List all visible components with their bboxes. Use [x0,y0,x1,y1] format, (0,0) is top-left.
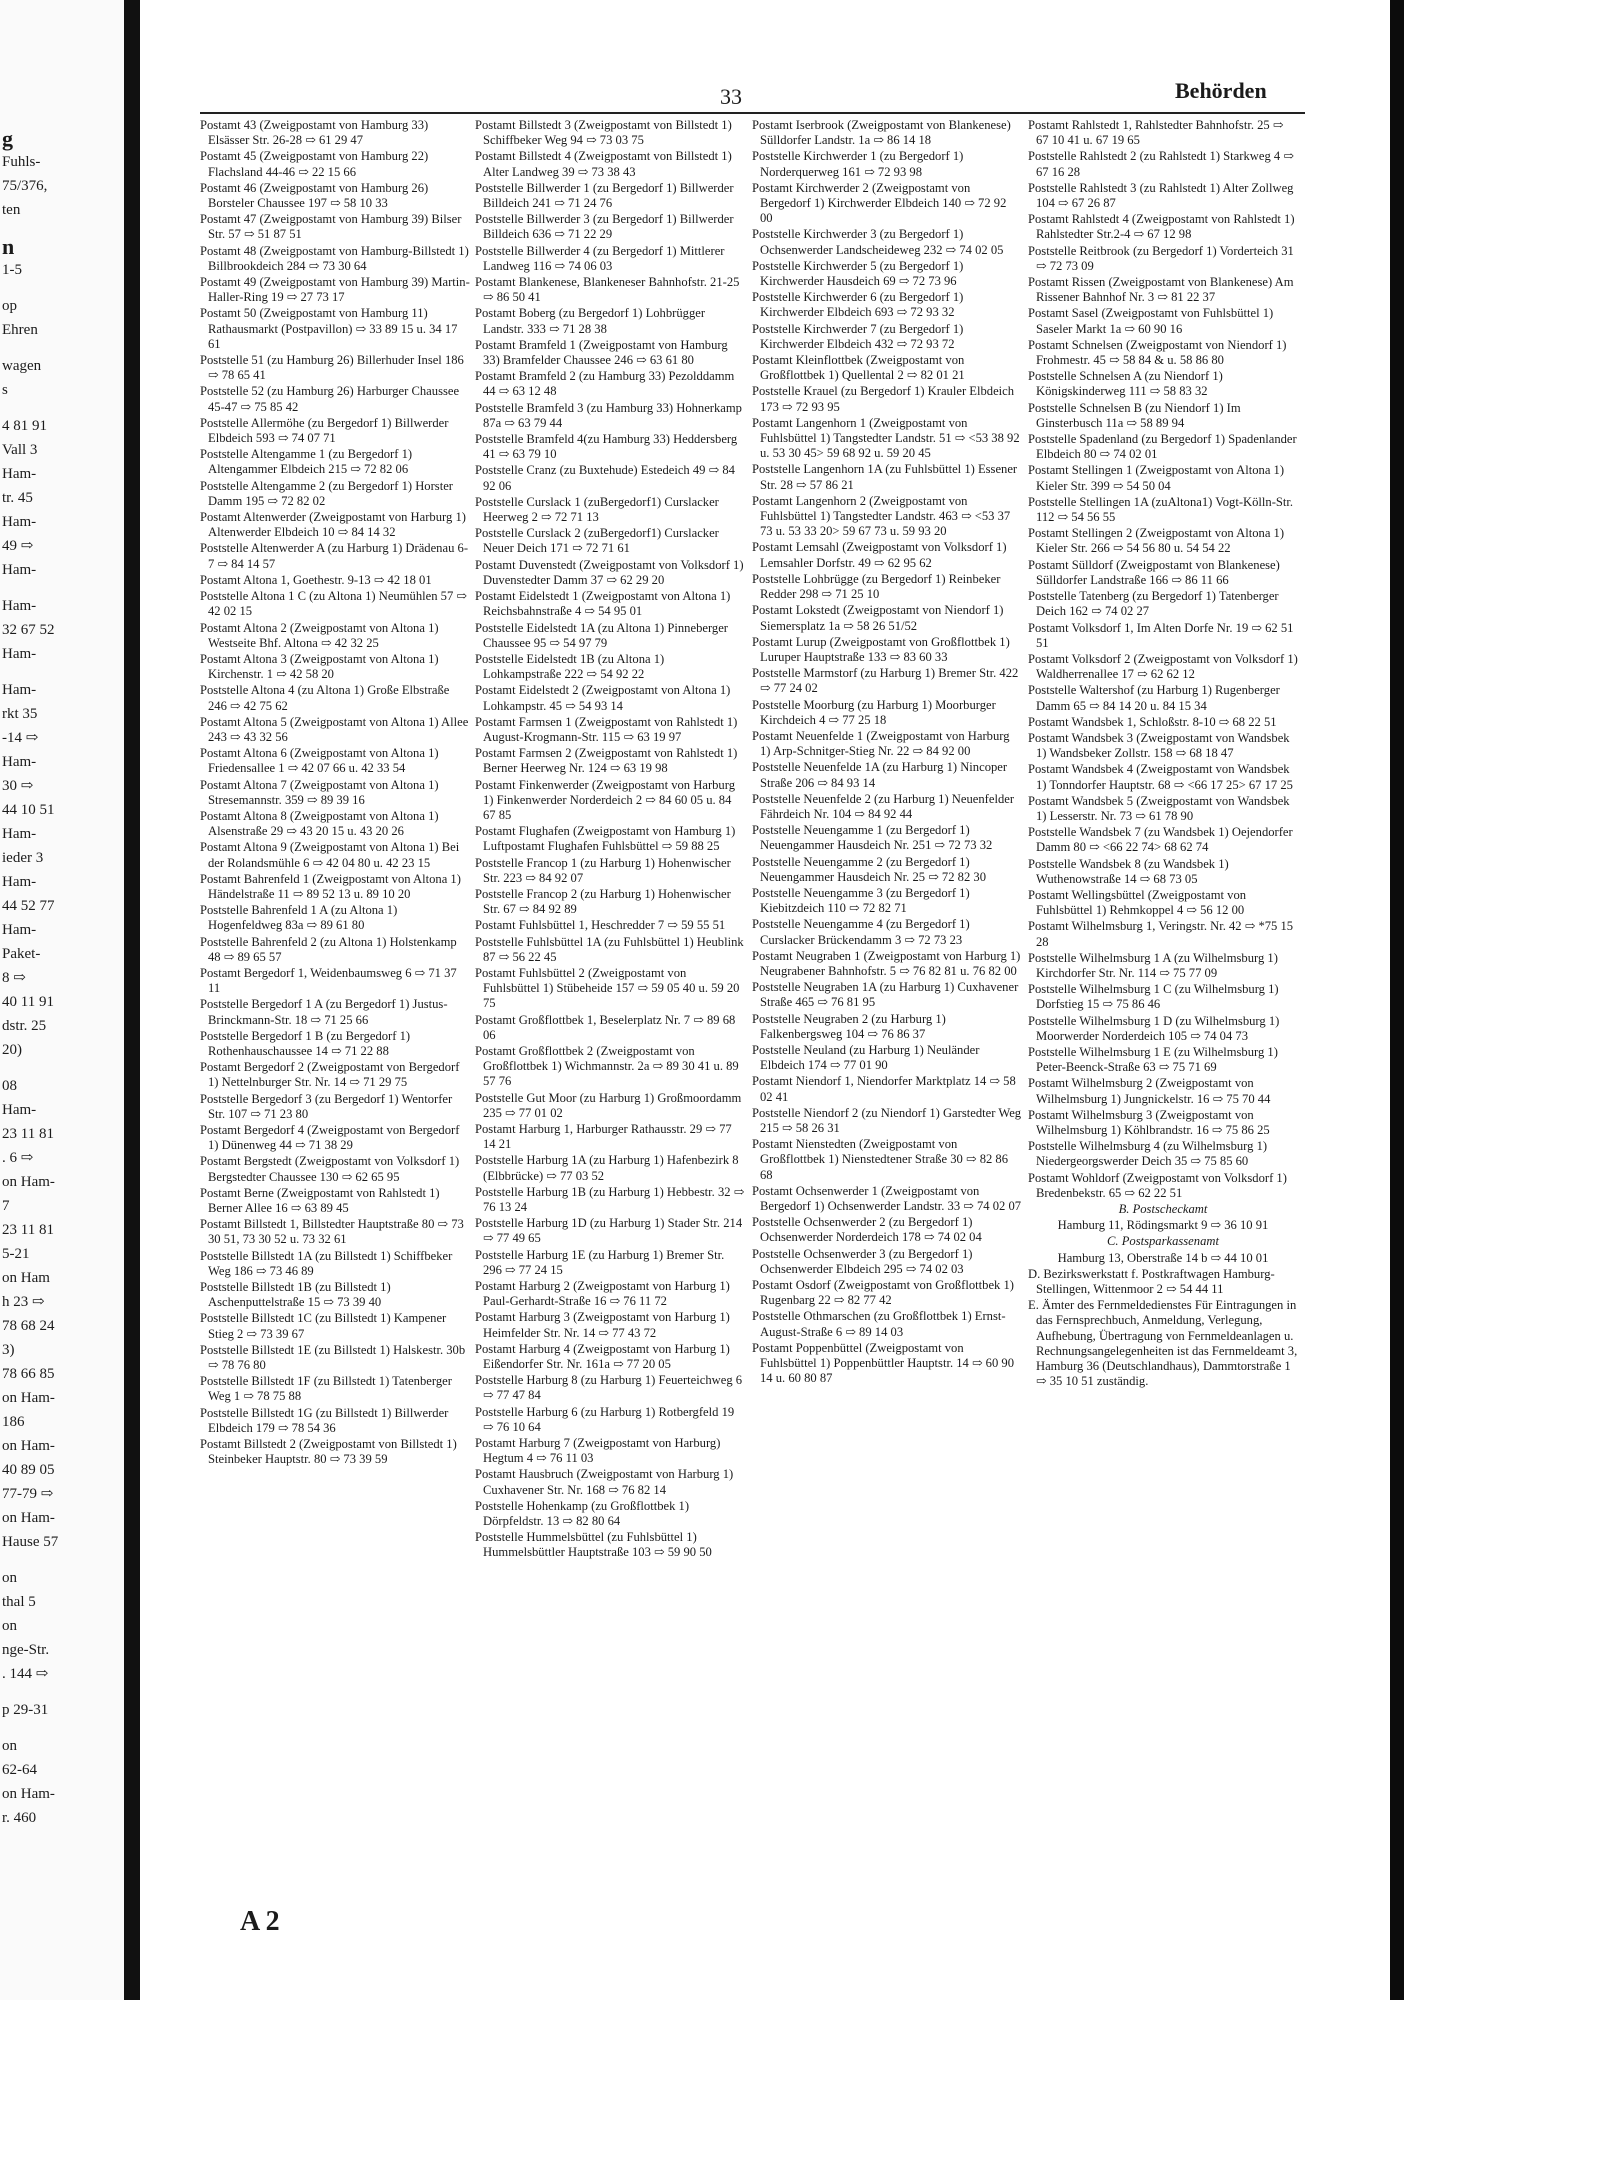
directory-entry: Postamt 50 (Zweigpostamt von Hamburg 11) Rathausmarkt (Postpavillon) ⇨ 33 89 15 u. 34 17 61 [200,306,458,351]
directory-entry: Postamt Harburg 7 (Zweigpostamt von Harburg) Hegtum 4 ⇨ 76 11 03 [475,1436,721,1466]
directory-entry: Postamt Boberg (zu Bergedorf 1) Lohbrügger Landstr. 333 ⇨ 71 28 38 [475,306,706,336]
directory-entry: Poststelle Hohenkamp (zu Großflottbek 1) Dörpfeldstr. 13 ⇨ 82 80 64 [475,1498,690,1529]
directory-entry: Poststelle Neuengamme 1 (zu Bergedorf 1) Neuengammer Hausdeich Nr. 251 ⇨ 72 73 32 [752,823,993,853]
directory-entry: Poststelle Allermöhe (zu Bergedorf 1) Billwerder Elbdeich 593 ⇨ 74 07 71 [200,415,449,446]
margin-fragment: on Ham- [2,1510,55,1526]
directory-entry: Postamt Altona 2 (Zweigpostamt von Altona 1) Westseite Bhf. Altona ⇨ 42 32 25 [200,620,439,650]
directory-entry: Postamt Bramfeld 1 (Zweigpostamt von Hamburg 33) Bramfelder Chaussee 246 ⇨ 63 61 80 [475,337,728,368]
scan-background [0,2000,1600,2177]
margin-fragment: on Ham- [2,1438,55,1454]
directory-entry: Poststelle Langenhorn 1A (zu Fuhlsbüttel 1) Essener Str. 28 ⇨ 57 86 21 [752,462,1018,492]
directory-entry: Poststelle Altengamme 2 (zu Bergedorf 1) Horster Damm 195 ⇨ 72 82 02 [200,478,453,508]
page-number: 33 [720,84,742,109]
directory-entry: Poststelle Billstedt 1A (zu Billstedt 1) Schiffbeker Weg 186 ⇨ 73 46 89 [200,1248,453,1278]
directory-entry: Poststelle Francop 1 (zu Harburg 1) Hohenwischer Str. 223 ⇨ 84 92 07 [475,855,731,885]
directory-entry: Postamt Bergedorf 4 (Zweigpostamt von Bergedorf 1) Dünenweg 44 ⇨ 71 38 29 [200,1123,460,1153]
directory-entry: Postamt Poppenbüttel (Zweigpostamt von Fuhlsbüttel 1) Poppenbüttler Hauptstr. 14 ⇨ 60 90 14 u. 60 80 87 [752,1340,1015,1386]
directory-entry: Poststelle Neuengamme 2 (zu Bergedorf 1) Neuengammer Hausdeich Nr. 25 ⇨ 72 82 30 [752,854,986,884]
margin-fragment: s [2,382,8,398]
directory-entry: Poststelle Harburg 1A (zu Harburg 1) Hafenbezirk 8 (Elbbrücke) ⇨ 77 03 52 [475,1153,739,1183]
directory-entry: Poststelle Harburg 1E (zu Harburg 1) Bremer Str. 296 ⇨ 77 24 15 [475,1247,725,1277]
margin-fragment: Ham- [2,646,37,662]
directory-entry: Poststelle Kirchwerder 3 (zu Bergedorf 1) Ochsenwerder Landscheideweg 232 ⇨ 74 02 05 [752,227,1004,257]
directory-entry: Postamt Niendorf 1, Niendorfer Marktplatz 14 ⇨ 58 02 41 [752,1074,1016,1104]
directory-entry: Postamt Stellingen 1 (Zweigpostamt von Altona 1) Kieler Str. 399 ⇨ 54 50 04 [1028,463,1285,493]
margin-fragment: 5-21 [2,1246,30,1262]
directory-entry: Poststelle Billstedt 1B (zu Billstedt 1) Aschenputtelstraße 15 ⇨ 73 39 40 [200,1280,391,1310]
margin-fragment: 32 67 52 [2,622,55,638]
directory-entry: Postamt Altona 9 (Zweigpostamt von Altona 1) Bei der Rolandsmühle 6 ⇨ 42 04 80 u. 42 23 15 [200,840,460,870]
margin-fragment: Ham- [2,922,37,938]
directory-entry: Poststelle Wilhelmsburg 1 E (zu Wilhelmsburg 1) Peter-Beenck-Straße 63 ⇨ 75 71 69 [1028,1044,1278,1075]
margin-fragment: 62-64 [2,1762,37,1778]
margin-fragment: Ham- [2,754,37,770]
directory-entry: Poststelle Curslack 1 (zuBergedorf1) Curslacker Heerweg 2 ⇨ 72 71 13 [475,494,719,525]
margin-fragment: Ham- [2,682,37,698]
directory-entry: Poststelle Ochsenwerder 3 (zu Bergedorf 1) Ochsenwerder Elbdeich 295 ⇨ 74 02 03 [752,1246,973,1276]
directory-entry: Postamt 47 (Zweigpostamt von Hamburg 39) Bilser Str. 57 ⇨ 51 87 51 [200,212,462,242]
section-title: Behörden [1175,78,1267,103]
directory-entry: Postamt Bramfeld 2 (zu Hamburg 33) Pezolddamm 44 ⇨ 63 12 48 [475,369,735,399]
directory-entry: Postamt Wellingsbüttel (Zweigpostamt von Fuhlsbüttel 1) Rehmkoppel 4 ⇨ 56 12 00 [1028,887,1247,918]
margin-fragment: 75/376, [2,178,48,194]
margin-fragment: Ham- [2,466,37,482]
directory-entry: Postamt Berne (Zweigpostamt von Rahlstedt 1) Berner Allee 16 ⇨ 63 89 45 [200,1185,440,1216]
margin-fragment: 7 [2,1198,10,1214]
directory-entry: Hamburg 13, Oberstraße 14 b ⇨ 44 10 01 [1057,1250,1269,1265]
directory-entry: Postamt Billstedt 3 (Zweigpostamt von Billstedt 1) Schiffbeker Weg 94 ⇨ 73 03 75 [475,118,732,148]
directory-entry: Postamt Neugraben 1 (Zweigpostamt von Harburg 1) Neugrabener Bahnhofstr. 5 ⇨ 76 82 81 u. 76 82 00 [752,948,1021,978]
margin-fragment: 30 ⇨ [2,778,34,794]
directory-entry: Postamt Kirchwerder 2 (Zweigpostamt von Bergedorf 1) Kirchwerder Elbdeich 140 ⇨ 72 92 00 [752,180,1007,226]
directory-entry: Poststelle Wilhelmsburg 1 D (zu Wilhelmsburg 1) Moorwerder Norderdeich 105 ⇨ 74 04 73 [1028,1013,1280,1043]
directory-entry: Poststelle Curslack 2 (zuBergedorf1) Curslacker Neuer Deich 171 ⇨ 72 71 61 [475,526,719,556]
directory-entry: Postamt Altona 8 (Zweigpostamt von Altona 1) Alsenstraße 29 ⇨ 43 20 15 u. 43 20 26 [200,808,439,839]
margin-fragment: ten [2,202,21,218]
column-4 [1028,118,1298,1390]
directory-entry: Postamt Wandsbek 5 (Zweigpostamt von Wandsbek 1) Lesserstr. Nr. 73 ⇨ 61 78 90 [1028,793,1290,823]
directory-entry: Poststelle Neuenfelde 1A (zu Harburg 1) Nincoper Straße 206 ⇨ 84 93 14 [752,760,1008,790]
directory-entry: Postamt Iserbrook (Zweigpostamt von Blankenese) Sülldorfer Landstr. 1a ⇨ 86 14 18 [752,118,1011,148]
directory-entry: Postamt Nienstedten (Zweigpostamt von Großflottbek 1) Nienstedtener Straße 30 ⇨ 82 86 68 [752,1137,1009,1182]
directory-entry: Postamt Lokstedt (Zweigpostamt von Niendorf 1) Siemersplatz 1a ⇨ 58 26 51/52 [752,603,1004,633]
margin-fragment: . 144 ⇨ [2,1666,49,1682]
margin-fragment: Ham- [2,826,37,842]
directory-entry: Postamt Wohldorf (Zweigpostamt von Volksdorf 1) Bredenbekstr. 65 ⇨ 62 22 51 [1028,1170,1287,1200]
margin-fragment: on [2,1618,17,1634]
margin-fragment: p 29-31 [2,1702,49,1718]
directory-entry: Poststelle Neuengamme 4 (zu Bergedorf 1) Curslacker Brückendamm 3 ⇨ 72 73 23 [752,917,970,947]
directory-entry: Poststelle 52 (zu Hamburg 26) Harburger Chaussee 45-47 ⇨ 75 85 42 [200,384,460,414]
directory-entry: Postamt Altona 6 (Zweigpostamt von Altona 1) Friedensallee 1 ⇨ 42 07 66 u. 42 33 54 [200,746,439,776]
directory-entry: Poststelle Ochsenwerder 2 (zu Bergedorf 1) Ochsenwerder Norderdeich 178 ⇨ 74 02 04 [752,1215,982,1245]
directory-entry: Postamt Fuhlsbüttel 2 (Zweigpostamt von Fuhlsbüttel 1) Stübeheide 157 ⇨ 59 05 40 u. 59 20 75 [475,965,740,1011]
directory-entry: Poststelle 51 (zu Hamburg 26) Billerhuder Insel 186 ⇨ 78 65 41 [200,353,464,383]
directory-entry: Postamt Farmsen 2 (Zweigpostamt von Rahlstedt 1) Berner Heerweg Nr. 124 ⇨ 63 19 98 [475,746,738,776]
margin-fragment: on Ham [2,1270,50,1286]
margin-fragment: on [2,1570,17,1586]
margin-fragment: Vall 3 [2,442,38,458]
directory-entry: Poststelle Billwerder 1 (zu Bergedorf 1) Billwerder Billdeich 241 ⇨ 71 24 76 [475,180,734,211]
margin-fragment: 8 ⇨ [2,970,26,986]
directory-entry: Poststelle Lohbrügge (zu Bergedorf 1) Reinbeker Redder 298 ⇨ 71 25 10 [752,571,1001,602]
directory-entry: Postamt Wilhelmsburg 2 (Zweigpostamt von Wilhelmsburg 1) Jungnickelstr. 16 ⇨ 75 70 44 [1028,1076,1271,1106]
directory-entry: Postamt Harburg 4 (Zweigpostamt von Harburg 1) Eißendorfer Str. Nr. 161a ⇨ 77 20 05 [475,1341,730,1372]
margin-fragment: op [2,298,17,314]
directory-entry: Poststelle Wandsbek 7 (zu Wandsbek 1) Oejendorfer Damm 80 ⇨ <66 22 74> 68 62 74 [1028,825,1293,855]
directory-entry: Poststelle Marmstorf (zu Harburg 1) Bremer Str. 422 ⇨ 77 24 02 [752,666,1019,696]
directory-entry: Poststelle Niendorf 2 (zu Niendorf 1) Garstedter Weg 215 ⇨ 58 26 31 [752,1105,1022,1135]
margin-fragment: 23 11 81 [2,1126,54,1142]
directory-entry: Poststelle Francop 2 (zu Harburg 1) Hohenwischer Str. 67 ⇨ 84 92 89 [475,886,731,917]
directory-entry: Poststelle Stellingen 1A (zuAltona1) Vogt-Kölln-Str. 112 ⇨ 54 56 55 [1028,494,1294,525]
directory-entry: Poststelle Wandsbek 8 (zu Wandsbek 1) Wuthenowstraße 14 ⇨ 68 73 05 [1028,856,1229,886]
directory-entry: Postamt Rahlstedt 4 (Zweigpostamt von Rahlstedt 1) Rahlstedter Str.2-4 ⇨ 67 12 98 [1028,212,1295,242]
directory-entry: Postamt Bergstedt (Zweigpostamt von Volksdorf 1) Bergstedter Chaussee 130 ⇨ 62 65 95 [200,1154,460,1184]
directory-entry: Poststelle Kirchwerder 7 (zu Bergedorf 1) Kirchwerder Elbdeich 432 ⇨ 72 93 72 [752,321,964,351]
directory-entry: Poststelle Kirchwerder 1 (zu Bergedorf 1) Norderquerweg 161 ⇨ 72 93 98 [752,149,964,179]
directory-entry: Postamt Wandsbek 1, Schloßstr. 8-10 ⇨ 68 22 51 [1028,714,1277,729]
directory-entry: Poststelle Bergedorf 1 A (zu Bergedorf 1) Justus-Brinckmann-Str. 18 ⇨ 71 25 66 [200,997,448,1027]
margin-fragment: Ham- [2,874,37,890]
directory-entry: Postamt Bergedorf 2 (Zweigpostamt von Bergedorf 1) Nettelnburger Str. Nr. 14 ⇨ 71 29 75 [200,1060,460,1090]
margin-fragment: . 6 ⇨ [2,1150,34,1166]
margin-fragment: Ehren [2,322,38,338]
directory-entry: Poststelle Bramfeld 3 (zu Hamburg 33) Hohnerkamp 87a ⇨ 63 79 44 [475,400,742,430]
directory-entry: Poststelle Altenwerder A (zu Harburg 1) Drädenau 6-7 ⇨ 84 14 57 [200,541,469,571]
directory-entry: Hamburg 11, Rödingsmarkt 9 ⇨ 36 10 91 [1057,1218,1269,1233]
directory-entry: Postamt Farmsen 1 (Zweigpostamt von Rahlstedt 1) August-Krogmann-Str. 115 ⇨ 63 19 97 [475,714,738,744]
directory-entry: Postamt Sasel (Zweigpostamt von Fuhlsbüttel 1) Saseler Markt 1a ⇨ 60 90 16 [1028,306,1274,336]
margin-fragment: 49 ⇨ [2,538,34,554]
directory-entry: Postamt Billstedt 1, Billstedter Hauptstraße 80 ⇨ 73 30 51, 73 30 52 u. 73 32 61 [200,1217,464,1247]
directory-entry: Poststelle Bahrenfeld 1 A (zu Altona 1) Hogenfeldweg 83a ⇨ 89 61 80 [200,903,398,933]
directory-entry: Postamt Schnelsen (Zweigpostamt von Niendorf 1) Frohmestr. 45 ⇨ 58 84 & u. 58 86 80 [1028,337,1287,368]
directory-entry: Postamt Altona 5 (Zweigpostamt von Altona 1) Allee 243 ⇨ 43 32 56 [200,714,469,744]
margin-fragment: on Ham- [2,1390,55,1406]
directory-entry: Poststelle Tatenberg (zu Bergedorf 1) Tatenberger Deich 162 ⇨ 74 02 27 [1028,589,1279,619]
directory-entry: Poststelle Altengamme 1 (zu Bergedorf 1) Altengammer Elbdeich 215 ⇨ 72 82 06 [200,447,413,477]
directory-entry: C. Postsparkassenamt [1107,1234,1219,1249]
directory-entry: Postamt Langenhorn 1 (Zweigpostamt von Fuhlsbüttel 1) Tangstedter Landstr. 51 ⇨ <53 38 92 u. 53 30 45> 59 68 92 u. 59 20 45 [752,415,1020,461]
directory-entry: Poststelle Hummelsbüttel (zu Fuhlsbüttel 1) Hummelsbüttler Hauptstraße 103 ⇨ 59 90 50 [475,1530,712,1560]
directory-entry: Poststelle Bahrenfeld 2 (zu Altona 1) Holstenkamp 48 ⇨ 89 65 57 [200,934,457,964]
margin-fragment: g [2,126,13,151]
margin-fragment: Fuhls- [2,154,41,170]
header-rule [200,112,1305,114]
directory-entry: Poststelle Billwerder 4 (zu Bergedorf 1) Mittlerer Landweg 116 ⇨ 74 06 03 [475,243,725,273]
directory-entry: Postamt 46 (Zweigpostamt von Hamburg 26) Borsteler Chaussee 197 ⇨ 58 10 33 [200,180,429,211]
margin-fragment: 44 10 51 [2,802,55,818]
directory-entry: Postamt Harburg 3 (Zweigpostamt von Harburg 1) Heimfelder Str. Nr. 14 ⇨ 77 43 72 [475,1310,730,1340]
directory-entry: Postamt Fuhlsbüttel 1, Heschredder 7 ⇨ 59 55 51 [475,918,726,933]
directory-entry: Poststelle Billwerder 3 (zu Bergedorf 1) Billwerder Billdeich 636 ⇨ 71 22 29 [475,212,734,242]
directory-entry: Poststelle Neuengamme 3 (zu Bergedorf 1) Kiebitzdeich 110 ⇨ 72 82 71 [752,885,970,916]
margin-fragment: thal 5 [2,1594,36,1610]
directory-entry: Poststelle Harburg 6 (zu Harburg 1) Rotbergfeld 19 ⇨ 76 10 64 [475,1404,735,1434]
directory-entry: Postamt Ochsenwerder 1 (Zweigpostamt von Bergedorf 1) Ochsenwerder Landstr. 33 ⇨ 74 02 07 [752,1183,1022,1214]
directory-entry: Postamt Rahlstedt 1, Rahlstedter Bahnhofstr. 25 ⇨ 67 10 41 u. 67 19 65 [1028,118,1284,148]
directory-entry: Postamt 43 (Zweigpostamt von Hamburg 33) Elsässer Str. 26-28 ⇨ 61 29 47 [200,118,429,148]
margin-fragment: tr. 45 [2,490,33,506]
margin-fragment: on Ham- [2,1786,55,1802]
margin-fragment: Ham- [2,1102,37,1118]
signature-mark: A 2 [240,1906,280,1937]
directory-entry: Poststelle Billstedt 1C (zu Billstedt 1) Kampener Stieg 2 ⇨ 73 39 67 [200,1311,447,1341]
directory-entry: Postamt 45 (Zweigpostamt von Hamburg 22) Flachsland 44-46 ⇨ 22 15 66 [200,149,429,179]
directory-entry: Poststelle Wilhelmsburg 1 C (zu Wilhelmsburg 1) Dorfstieg 15 ⇨ 75 86 46 [1028,982,1279,1012]
margin-fragment: r. 460 [2,1810,37,1826]
directory-entry: Poststelle Bramfeld 4(zu Hamburg 33) Heddersberg 41 ⇨ 63 79 10 [475,432,738,462]
column-1 [200,118,470,1468]
directory-entry: Postamt 49 (Zweigpostamt von Hamburg 39) Martin-Haller-Ring 19 ⇨ 27 73 17 [200,275,470,305]
margin-fragment: 4 81 91 [2,418,47,434]
directory-entry: B. Postscheckamt [1118,1202,1208,1217]
directory-entry: Poststelle Rahlstedt 3 (zu Rahlstedt 1) Alter Zollweg 104 ⇨ 67 26 87 [1028,180,1294,211]
margin-fragment: Ham- [2,562,37,578]
directory-entry: Postamt Altona 7 (Zweigpostamt von Altona 1) Stresemannstr. 359 ⇨ 89 39 16 [200,777,439,807]
margin-fragment: Paket- [2,946,41,962]
column-3 [752,118,1022,1387]
directory-entry: Poststelle Neuland (zu Harburg 1) Neuländer Elbdeich 174 ⇨ 77 01 90 [752,1042,980,1073]
directory-entry: Poststelle Billstedt 1F (zu Billstedt 1) Tatenberger Weg 1 ⇨ 78 75 88 [200,1374,452,1404]
directory-entry: Poststelle Harburg 1D (zu Harburg 1) Stader Str. 214 ⇨ 77 49 65 [475,1216,743,1246]
margin-fragment: Hause 57 [2,1534,59,1550]
directory-entry: Poststelle Reitbrook (zu Bergedorf 1) Vorderteich 31 ⇨ 72 73 09 [1028,243,1294,273]
directory-entry: Poststelle Schnelsen B (zu Niendorf 1) Im Ginsterbusch 11a ⇨ 58 89 94 [1028,400,1241,430]
directory-entry: Poststelle Fuhlsbüttel 1A (zu Fuhlsbüttel 1) Heublink 87 ⇨ 56 22 45 [475,934,744,964]
margin-fragment: 78 66 85 [2,1366,55,1382]
directory-entry: Postamt Stellingen 2 (Zweigpostamt von Altona 1) Kieler Str. 266 ⇨ 54 56 80 u. 54 54 22 [1028,526,1285,556]
directory-entry: Poststelle Neuenfelde 2 (zu Harburg 1) Neuenfelder Fährdeich Nr. 104 ⇨ 84 92 44 [752,791,1015,821]
margin-fragment: 1-5 [2,262,22,278]
directory-entry: Postamt Altona 1, Goethestr. 9-13 ⇨ 42 18 01 [200,572,432,587]
margin-fragment: 23 11 81 [2,1222,54,1238]
margin-fragment: 40 11 91 [2,994,54,1010]
directory-entry: Postamt Altona 3 (Zweigpostamt von Altona 1) Kirchenstr. 1 ⇨ 42 58 20 [200,651,439,682]
directory-entry: Poststelle Moorburg (zu Harburg 1) Moorburger Kirchdeich 4 ⇨ 77 25 18 [752,697,996,727]
margin-fragment: rkt 35 [2,706,38,722]
directory-entry: Postamt Wilhelmsburg 3 (Zweigpostamt von Wilhelmsburg 1) Köhlbrandstr. 16 ⇨ 75 86 25 [1028,1107,1270,1137]
directory-entry: Postamt Großflottbek 2 (Zweigpostamt von Großflottbek 1) Wichmannstr. 2a ⇨ 89 30 41 u. 89 57 76 [475,1043,739,1089]
directory-entry: Poststelle Bergedorf 3 (zu Bergedorf 1) Wentorfer Str. 107 ⇨ 71 23 80 [200,1091,453,1121]
directory-entry: Postamt Finkenwerder (Zweigpostamt von Harburg 1) Finkenwerder Norderdeich 2 ⇨ 84 60 05 u. 84 67 85 [475,777,735,822]
margin-fragment: on [2,1738,17,1754]
directory-entry: Postamt Wandsbek 4 (Zweigpostamt von Wandsbek 1) Tonndorfer Hauptstr. 68 ⇨ <66 17 25> 67 17 25 [1028,762,1293,792]
directory-entry: Postamt Sülldorf (Zweigpostamt von Blankenese) Sülldorfer Landstraße 166 ⇨ 86 11 66 [1028,557,1280,587]
margin-fragment: wagen [2,358,42,374]
directory-entry: Postamt Hausbruch (Zweigpostamt von Harburg 1) Cuxhavener Str. Nr. 168 ⇨ 76 82 14 [475,1467,734,1497]
directory-entry: Postamt Billstedt 2 (Zweigpostamt von Billstedt 1) Steinbeker Hauptstr. 80 ⇨ 73 39 59 [200,1437,457,1467]
directory-entry: Postamt Volksdorf 2 (Zweigpostamt von Volksdorf 1) Waldherrenallee 17 ⇨ 62 62 12 [1028,651,1298,682]
directory-entry: Postamt Neuenfelde 1 (Zweigpostamt von Harburg 1) Arp-Schnitger-Stieg Nr. 22 ⇨ 84 92 00 [752,728,1010,759]
column-2 [475,118,745,1562]
directory-entry: Poststelle Spadenland (zu Bergedorf 1) Spadenlander Elbdeich 80 ⇨ 74 02 01 [1028,432,1297,462]
margin-fragment: on Ham- [2,1174,55,1190]
directory-entry: Postamt Langenhorn 2 (Zweigpostamt von Fuhlsbüttel 1) Tangstedter Landstr. 463 ⇨ <53 37 73 u. 53 33 20> 59 67 73 u. 59 93 20 [752,493,1011,539]
margin-fragment: 20) [2,1042,22,1058]
directory-entry: Postamt Kleinflottbek (Zweigpostamt von Großflottbek 1) Quellental 2 ⇨ 82 01 21 [752,353,965,383]
directory-entry: Postamt Großflottbek 1, Beselerplatz Nr. 7 ⇨ 89 68 06 [475,1012,736,1042]
directory-entry: Poststelle Eidelstedt 1B (zu Altona 1) Lohkampstraße 222 ⇨ 54 92 22 [475,651,665,682]
directory-entry: Poststelle Bergedorf 1 B (zu Bergedorf 1) Rothenhauschaussee 14 ⇨ 71 22 88 [200,1028,411,1058]
directory-entry: Postamt Osdorf (Zweigpostamt von Großflottbek 1) Rugenbarg 22 ⇨ 82 77 42 [752,1278,1014,1308]
directory-entry: Postamt Harburg 2 (Zweigpostamt von Harburg 1) Paul-Gerhardt-Straße 16 ⇨ 76 11 72 [475,1279,730,1309]
directory-entry: Poststelle Kirchwerder 6 (zu Bergedorf 1) Kirchwerder Elbdeich 693 ⇨ 72 93 32 [752,290,964,320]
margin-fragment: nge-Str. [2,1642,50,1658]
directory-entry: D. Bezirkswerkstatt f. Postkraftwagen Hamburg-Stellingen, Wittenmoor 2 ⇨ 54 44 11 [1028,1266,1275,1297]
directory-entry: Postamt Blankenese, Blankeneser Bahnhofstr. 21-25 ⇨ 86 50 41 [475,275,740,305]
margin-fragment: 40 89 05 [2,1462,55,1478]
directory-entry: Poststelle Wilhelmsburg 1 A (zu Wilhelmsburg 1) Kirchdorfer Str. Nr. 114 ⇨ 75 77 09 [1028,950,1278,980]
directory-entry: Poststelle Wilhelmsburg 4 (zu Wilhelmsburg 1) Niedergeorgswerder Deich 35 ⇨ 75 85 60 [1028,1139,1268,1169]
directory-entry: Postamt Billstedt 4 (Zweigpostamt von Billstedt 1) Alter Landweg 39 ⇨ 73 38 43 [475,149,732,179]
directory-entry: Postamt Flughafen (Zweigpostamt von Hamburg 1) Luftpostamt Flughafen Fuhlsbüttel ⇨ 59 88 25 [475,824,736,854]
margin-fragment: Ham- [2,514,37,530]
margin-fragment: 78 68 24 [2,1318,55,1334]
directory-entry: Postamt 48 (Zweigpostamt von Hamburg-Billstedt 1) Billbrookdeich 284 ⇨ 73 30 64 [200,243,469,273]
directory-entry: Poststelle Eidelstedt 1A (zu Altona 1) Pinneberger Chaussee 95 ⇨ 54 97 79 [475,620,728,650]
directory-entry: Postamt Rissen (Zweigpostamt von Blankenese) Am Rissener Bahnhof Nr. 3 ⇨ 81 22 37 [1028,275,1294,305]
margin-fragment: 44 52 77 [2,898,55,914]
margin-fragment: 08 [2,1078,17,1094]
directory-entry: Postamt Harburg 1, Harburger Rathausstr. 29 ⇨ 77 14 21 [475,1122,732,1152]
margin-fragment: ieder 3 [2,850,44,866]
directory-entry: Poststelle Harburg 1B (zu Harburg 1) Hebbestr. 32 ⇨ 76 13 24 [475,1184,745,1215]
directory-entry: Poststelle Cranz (zu Buxtehude) Estedeich 49 ⇨ 84 92 06 [475,463,735,493]
directory-entry: Poststelle Krauel (zu Bergedorf 1) Krauler Elbdeich 173 ⇨ 72 93 95 [752,384,1015,414]
margin-fragment: dstr. 25 [2,1018,47,1034]
margin-fragment: h 23 ⇨ [2,1294,45,1310]
directory-entry: Poststelle Kirchwerder 5 (zu Bergedorf 1) Kirchwerder Hausdeich 69 ⇨ 72 73 96 [752,258,964,289]
directory-entry: Poststelle Billstedt 1E (zu Billstedt 1) Halskestr. 30b ⇨ 78 76 80 [200,1342,466,1373]
directory-entry: Postamt Eidelstedt 2 (Zweigpostamt von Altona 1) Lohkampstr. 45 ⇨ 54 93 14 [475,683,731,713]
margin-fragment: -14 ⇨ [2,730,39,746]
directory-entry: Poststelle Rahlstedt 2 (zu Rahlstedt 1) Starkweg 4 ⇨ 67 16 28 [1028,149,1294,179]
book-gutter [124,0,140,2000]
directory-entry: Postamt Bahrenfeld 1 (Zweigpostamt von Altona 1) Händelstraße 11 ⇨ 89 52 13 u. 89 10 20 [200,871,461,901]
page-edge [1390,0,1404,2000]
directory-entry: Postamt Volksdorf 1, Im Alten Dorfe Nr. 19 ⇨ 62 51 51 [1028,620,1294,650]
directory-entry: Postamt Altenwerder (Zweigpostamt von Harburg 1) Altenwerder Elbdeich 10 ⇨ 84 14 32 [200,510,466,540]
directory-entry: Postamt Lemsahl (Zweigpostamt von Volksdorf 1) Lemsahler Dorfstr. 49 ⇨ 62 95 62 [752,540,1007,570]
directory-entry: Postamt Duvenstedt (Zweigpostamt von Volksdorf 1) Duvenstedter Damm 37 ⇨ 62 29 20 [475,557,744,587]
directory-entry: Poststelle Schnelsen A (zu Niendorf 1) Königskinderweg 111 ⇨ 58 83 32 [1028,369,1223,399]
margin-fragment: n [2,234,15,259]
directory-entry: Poststelle Waltershof (zu Harburg 1) Rugenberger Damm 65 ⇨ 84 14 20 u. 84 15 34 [1028,683,1280,713]
directory-entry: Postamt Wilhelmsburg 1, Veringstr. Nr. 42 ⇨ *75 15 28 [1028,919,1294,949]
directory-entry: Poststelle Harburg 8 (zu Harburg 1) Feuerteichweg 6 ⇨ 77 47 84 [475,1373,743,1403]
directory-entry: Postamt Wandsbek 3 (Zweigpostamt von Wandsbek 1) Wandsbeker Zollstr. 158 ⇨ 68 18 47 [1028,730,1290,761]
directory-entry: Postamt Eidelstedt 1 (Zweigpostamt von Altona 1) Reichsbahnstraße 4 ⇨ 54 95 01 [475,589,731,619]
directory-entry: E. Ämter des Fernmeldedienstes Für Eintragungen in das Fernsprechbuch, Anmeldung, Verlegung, Aufhebung, Übertragung von Fernmeldeanlagen u. Rechnungsangelegenheiten ist das Fernmeldeamt 3, Hamburg 36 (Deutschlandhaus), Dammtorstraße 1 ⇨ 35 10 51 zuständig. [1028,1298,1298,1389]
directory-entry: Poststelle Altona 4 (zu Altona 1) Große Elbstraße 246 ⇨ 42 75 62 [200,683,450,713]
directory-entry: Poststelle Gut Moor (zu Harburg 1) Großmoordamm 235 ⇨ 77 01 02 [475,1090,742,1120]
directory-entry: Poststelle Othmarschen (zu Großflottbek 1) Ernst-August-Straße 6 ⇨ 89 14 03 [752,1309,1006,1339]
left-page-margin [0,0,126,2000]
directory-entry: Poststelle Billstedt 1G (zu Billstedt 1) Billwerder Elbdeich 179 ⇨ 78 54 36 [200,1405,449,1435]
margin-fragment: 186 [2,1414,25,1430]
directory-entry: Poststelle Altona 1 C (zu Altona 1) Neumühlen 57 ⇨ 42 02 15 [200,589,467,619]
directory-entry: Poststelle Neugraben 1A (zu Harburg 1) Cuxhavener Straße 465 ⇨ 76 81 95 [752,980,1019,1010]
directory-entry: Postamt Lurup (Zweigpostamt von Großflottbek 1) Luruper Hauptstraße 133 ⇨ 83 60 33 [752,634,1010,664]
directory-entry: Poststelle Neugraben 2 (zu Harburg 1) Falkenbergsweg 104 ⇨ 76 86 37 [752,1011,946,1041]
margin-fragment: Ham- [2,598,37,614]
margin-fragment: 77-79 ⇨ [2,1486,54,1502]
directory-entry: Postamt Bergedorf 1, Weidenbaumsweg 6 ⇨ 71 37 11 [200,965,457,996]
margin-fragment: 3) [2,1342,15,1358]
